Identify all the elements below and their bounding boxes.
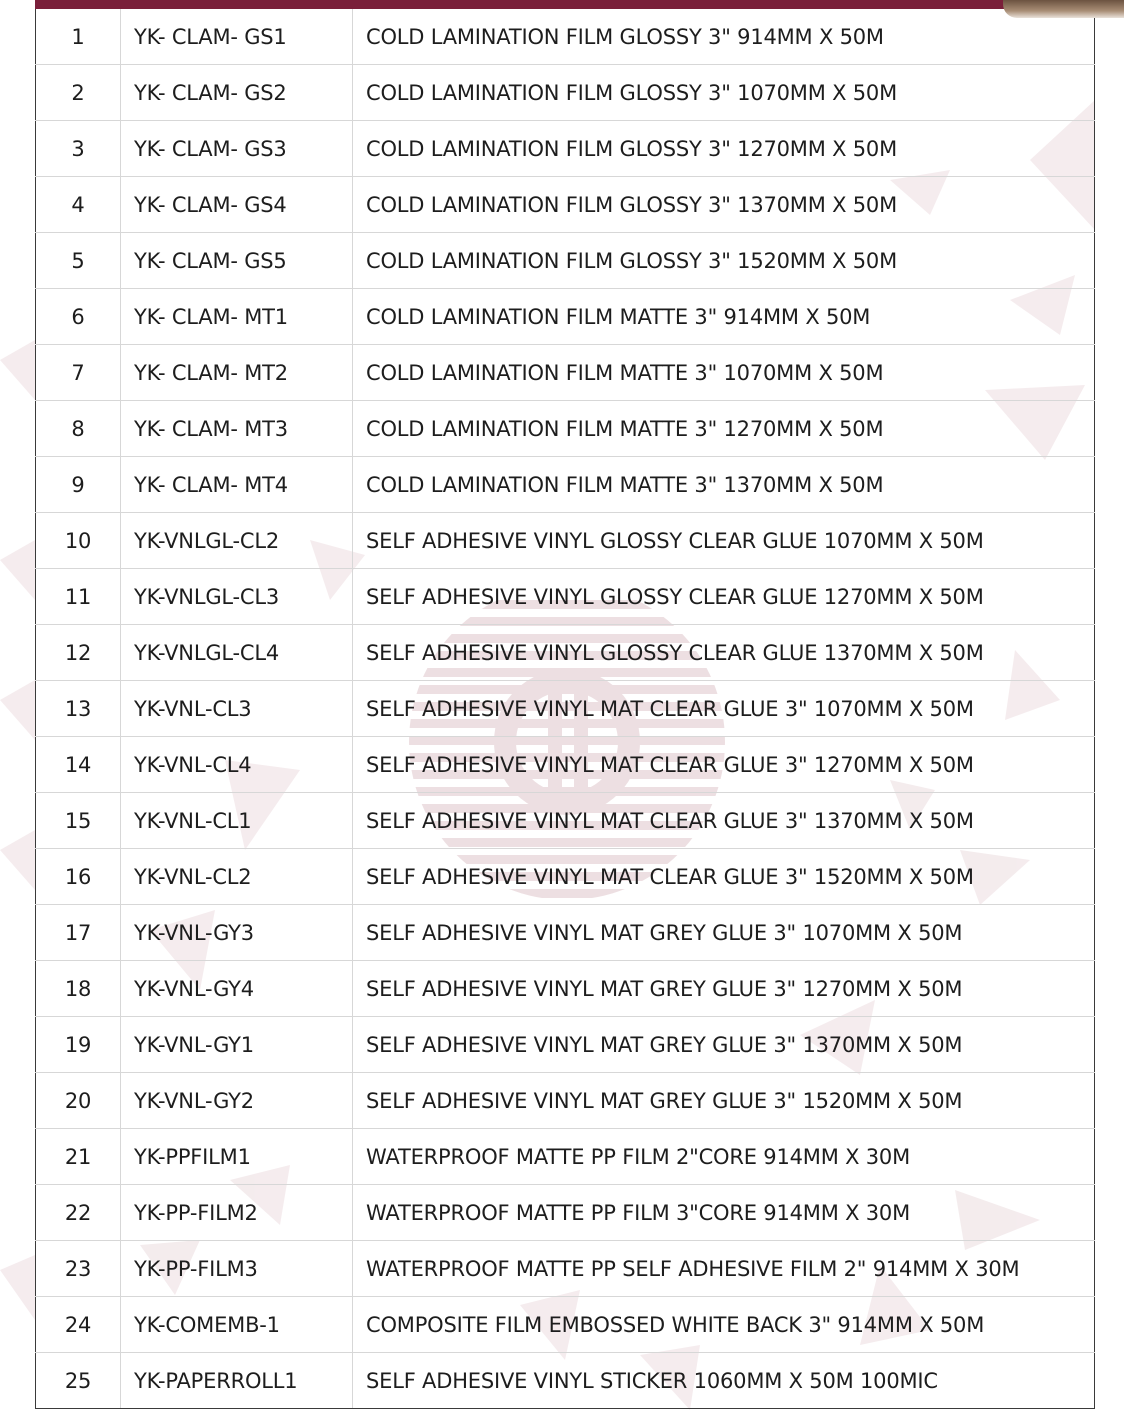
row-number-cell: 18	[36, 961, 121, 1017]
table-row	[36, 625, 1095, 681]
header-accent-bar	[35, 0, 1095, 9]
product-description-cell: SELF ADHESIVE VINYL MAT CLEAR GLUE 3" 1370MM X 50M	[353, 793, 1095, 849]
row-number-cell: 7	[36, 345, 121, 401]
row-number-cell: 9	[36, 457, 121, 513]
row-number-cell: 1	[36, 9, 121, 65]
product-code-cell: YK- CLAM- MT1	[121, 289, 353, 345]
table-row	[36, 121, 1095, 177]
product-code-cell: YK-PP-FILM2	[121, 1185, 353, 1241]
product-description-cell: WATERPROOF MATTE PP SELF ADHESIVE FILM 2" 914MM X 30M	[353, 1241, 1095, 1297]
table-row	[36, 65, 1095, 121]
table-row	[36, 177, 1095, 233]
product-code-cell: YK-COMEMB-1	[121, 1297, 353, 1353]
table-row	[36, 289, 1095, 345]
product-code-cell: YK- CLAM- GS4	[121, 177, 353, 233]
product-description-cell: SELF ADHESIVE VINYL MAT GREY GLUE 3" 1370MM X 50M	[353, 1017, 1095, 1073]
product-description-cell: COLD LAMINATION FILM MATTE 3" 914MM X 50M	[353, 289, 1095, 345]
table-row	[36, 961, 1095, 1017]
row-number-cell: 25	[36, 1353, 121, 1409]
row-number-cell: 6	[36, 289, 121, 345]
product-description-cell: SELF ADHESIVE VINYL MAT CLEAR GLUE 3" 1520MM X 50M	[353, 849, 1095, 905]
table-row	[36, 1129, 1095, 1185]
product-description-cell: SELF ADHESIVE VINYL STICKER 1060MM X 50M 100MIC	[353, 1353, 1095, 1409]
table-row	[36, 1073, 1095, 1129]
table-row	[36, 401, 1095, 457]
row-number-cell: 22	[36, 1185, 121, 1241]
product-code-cell: YK-VNL-CL4	[121, 737, 353, 793]
row-number-cell: 24	[36, 1297, 121, 1353]
row-number-cell: 2	[36, 65, 121, 121]
product-code-cell: YK-VNL-CL3	[121, 681, 353, 737]
product-description-cell: SELF ADHESIVE VINYL MAT CLEAR GLUE 3" 1270MM X 50M	[353, 737, 1095, 793]
product-description-cell: WATERPROOF MATTE PP FILM 2"CORE 914MM X 30M	[353, 1129, 1095, 1185]
product-code-cell: YK- CLAM- MT2	[121, 345, 353, 401]
product-table	[35, 9, 1095, 1409]
product-code-cell: YK-VNLGL-CL4	[121, 625, 353, 681]
product-description-cell: COLD LAMINATION FILM GLOSSY 3" 914MM X 50M	[353, 9, 1095, 65]
row-number-cell: 11	[36, 569, 121, 625]
row-number-cell: 4	[36, 177, 121, 233]
product-description-cell: COLD LAMINATION FILM MATTE 3" 1070MM X 50M	[353, 345, 1095, 401]
row-number-cell: 14	[36, 737, 121, 793]
product-description-cell: COLD LAMINATION FILM MATTE 3" 1370MM X 50M	[353, 457, 1095, 513]
product-code-cell: YK-PP-FILM3	[121, 1241, 353, 1297]
product-code-cell: YK- CLAM- GS2	[121, 65, 353, 121]
product-description-cell: SELF ADHESIVE VINYL GLOSSY CLEAR GLUE 1270MM X 50M	[353, 569, 1095, 625]
product-description-cell: COLD LAMINATION FILM GLOSSY 3" 1270MM X 50M	[353, 121, 1095, 177]
row-number-cell: 23	[36, 1241, 121, 1297]
product-description-cell: COLD LAMINATION FILM GLOSSY 3" 1520MM X 50M	[353, 233, 1095, 289]
product-code-cell: YK-VNL-GY2	[121, 1073, 353, 1129]
table-row	[36, 1297, 1095, 1353]
product-description-cell: COLD LAMINATION FILM GLOSSY 3" 1070MM X 50M	[353, 65, 1095, 121]
row-number-cell: 12	[36, 625, 121, 681]
table-row	[36, 1241, 1095, 1297]
row-number-cell: 21	[36, 1129, 121, 1185]
table-row	[36, 569, 1095, 625]
product-code-cell: YK-VNL-CL2	[121, 849, 353, 905]
table-row	[36, 1017, 1095, 1073]
row-number-cell: 5	[36, 233, 121, 289]
product-description-cell: COLD LAMINATION FILM GLOSSY 3" 1370MM X 50M	[353, 177, 1095, 233]
table-row	[36, 1185, 1095, 1241]
table-row	[36, 849, 1095, 905]
table-row	[36, 905, 1095, 961]
row-number-cell: 17	[36, 905, 121, 961]
table-row	[36, 681, 1095, 737]
product-image-corner	[1003, 0, 1124, 18]
product-description-cell: SELF ADHESIVE VINYL MAT GREY GLUE 3" 1520MM X 50M	[353, 1073, 1095, 1129]
product-description-cell: SELF ADHESIVE VINYL MAT CLEAR GLUE 3" 1070MM X 50M	[353, 681, 1095, 737]
product-description-cell: COMPOSITE FILM EMBOSSED WHITE BACK 3" 914MM X 50M	[353, 1297, 1095, 1353]
row-number-cell: 3	[36, 121, 121, 177]
row-number-cell: 19	[36, 1017, 121, 1073]
product-code-cell: YK-PPFILM1	[121, 1129, 353, 1185]
product-code-cell: YK-VNL-GY3	[121, 905, 353, 961]
product-code-cell: YK- CLAM- MT3	[121, 401, 353, 457]
table-row	[36, 1353, 1095, 1409]
row-number-cell: 15	[36, 793, 121, 849]
product-description-cell: SELF ADHESIVE VINYL MAT GREY GLUE 3" 1270MM X 50M	[353, 961, 1095, 1017]
row-number-cell: 8	[36, 401, 121, 457]
table-row	[36, 737, 1095, 793]
product-code-cell: YK-VNL-CL1	[121, 793, 353, 849]
product-code-cell: YK-VNL-GY4	[121, 961, 353, 1017]
product-description-cell: SELF ADHESIVE VINYL GLOSSY CLEAR GLUE 1370MM X 50M	[353, 625, 1095, 681]
product-code-cell: YK- CLAM- MT4	[121, 457, 353, 513]
product-code-cell: YK- CLAM- GS1	[121, 9, 353, 65]
product-description-cell: COLD LAMINATION FILM MATTE 3" 1270MM X 50M	[353, 401, 1095, 457]
product-code-cell: YK- CLAM- GS3	[121, 121, 353, 177]
product-code-cell: YK-PAPERROLL1	[121, 1353, 353, 1409]
table-row	[36, 793, 1095, 849]
table-row	[36, 457, 1095, 513]
table-row	[36, 9, 1095, 65]
product-description-cell: SELF ADHESIVE VINYL MAT GREY GLUE 3" 1070MM X 50M	[353, 905, 1095, 961]
row-number-cell: 16	[36, 849, 121, 905]
table-row	[36, 513, 1095, 569]
table-row	[36, 233, 1095, 289]
product-code-cell: YK- CLAM- GS5	[121, 233, 353, 289]
row-number-cell: 10	[36, 513, 121, 569]
product-code-cell: YK-VNLGL-CL3	[121, 569, 353, 625]
product-code-cell: YK-VNLGL-CL2	[121, 513, 353, 569]
product-description-cell: WATERPROOF MATTE PP FILM 3"CORE 914MM X 30M	[353, 1185, 1095, 1241]
row-number-cell: 20	[36, 1073, 121, 1129]
product-description-cell: SELF ADHESIVE VINYL GLOSSY CLEAR GLUE 1070MM X 50M	[353, 513, 1095, 569]
row-number-cell: 13	[36, 681, 121, 737]
product-code-cell: YK-VNL-GY1	[121, 1017, 353, 1073]
table-row	[36, 345, 1095, 401]
